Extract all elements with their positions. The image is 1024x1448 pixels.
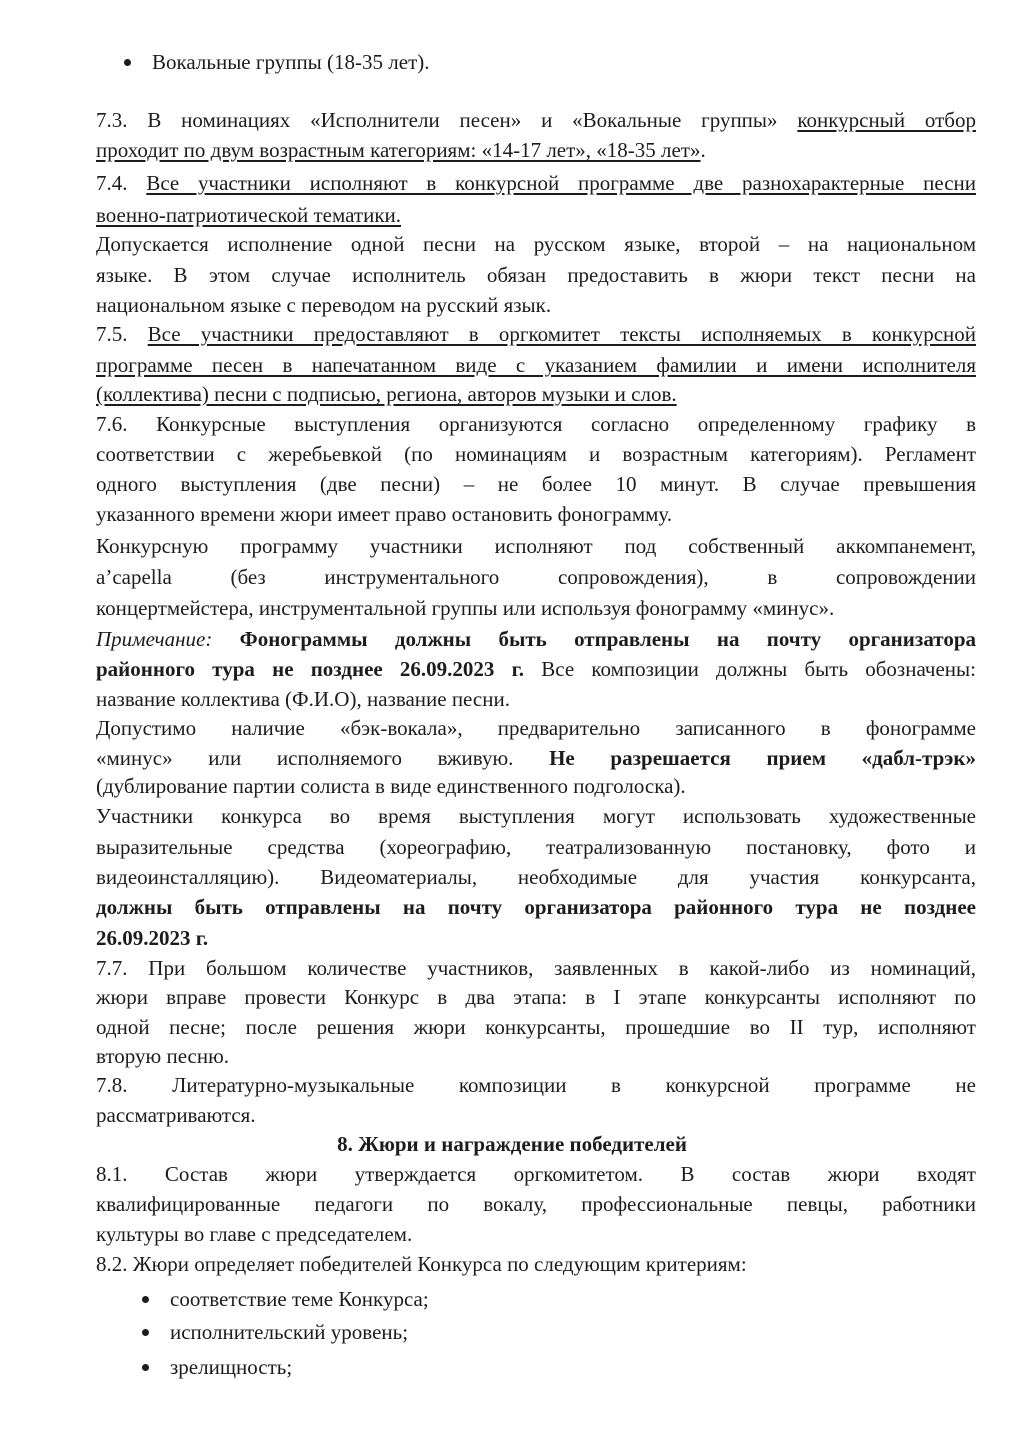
paragraph-7-6-line-1 bbox=[96, 410, 976, 438]
underlined-text: военно-патриотической тематики. bbox=[96, 203, 402, 227]
paragraph-7-6-line-6 bbox=[96, 563, 976, 591]
paragraph-7-7-line-2 bbox=[96, 983, 976, 1011]
underlined-text: проходит по двум возрастным категориям: «14-17 лет», «18-35 лет» bbox=[96, 138, 701, 162]
text-span: «минус» или исполняемого вживую. bbox=[96, 746, 550, 770]
text-span: Допускается исполнение одной песни на русском языке, второй – на национальном bbox=[96, 232, 976, 256]
text-span: . bbox=[700, 138, 706, 162]
list-item bbox=[170, 1285, 770, 1313]
paragraph-7-6-line-2 bbox=[96, 440, 976, 468]
text-span: название коллектива (Ф.И.О), название песни. bbox=[96, 687, 510, 711]
art-line-5 bbox=[96, 924, 976, 952]
text-span: (дублирование партии солиста в виде единственного подголоска). bbox=[96, 774, 686, 798]
list-item bbox=[170, 1318, 770, 1346]
paragraph-7-3-line-2 bbox=[96, 136, 976, 164]
section-heading: 8. Жюри и награждение победителей bbox=[337, 1132, 687, 1156]
text-span: выразительные средства (хореографию, театрализованную постановку, фото и bbox=[96, 835, 976, 859]
paragraph-8-1-line-2 bbox=[96, 1190, 976, 1218]
text-span: культуры во главе с председателем. bbox=[96, 1222, 413, 1246]
paragraph-8-1-line-1 bbox=[96, 1160, 976, 1188]
text-span: одного выступления (две песни) – не более 10 минут. В случае превышения bbox=[96, 472, 976, 496]
bullet-icon bbox=[142, 1296, 149, 1303]
paragraph-7-6-line-7 bbox=[96, 594, 976, 622]
paragraph-7-5-line-3 bbox=[96, 380, 976, 408]
art-line-4 bbox=[96, 893, 976, 921]
underlined-text: конкурсный отбор bbox=[797, 108, 976, 132]
note-line-1 bbox=[96, 625, 976, 653]
list-item-text: зрелищность; bbox=[170, 1355, 293, 1379]
text-span: языке. В этом случае исполнитель обязан предоставить в жюри текст песни на bbox=[96, 263, 976, 287]
underlined-text: Все участники предоставляют в оргкомитет тексты исполняемых в конкурсной bbox=[147, 322, 977, 346]
bullet-icon bbox=[142, 1364, 149, 1371]
text-span: 8.2. Жюри определяет победителей Конкурса по следующим критериям: bbox=[96, 1252, 747, 1276]
note-line-3 bbox=[96, 685, 976, 713]
text-span: вторую песню. bbox=[96, 1044, 230, 1068]
back-vocal-line-2 bbox=[96, 744, 976, 772]
paragraph-7-5-line-2 bbox=[96, 351, 976, 379]
paragraph-7-5-line-1 bbox=[96, 320, 976, 348]
text-span: a’capella (без инструментального сопровождения), в сопровождении bbox=[96, 565, 976, 589]
text-span: видеоинсталляцию). Видеоматериалы, необходимые для участия конкурсанта, bbox=[96, 865, 976, 889]
back-vocal-line-1 bbox=[96, 714, 976, 742]
paragraph-7-8-line-1 bbox=[96, 1071, 976, 1099]
art-line-3 bbox=[96, 863, 976, 891]
bold-text: районного тура не позднее 26.09.2023 г. bbox=[96, 657, 525, 681]
text-span: концертмейстера, инструментальной группы или используя фонограмму «минус». bbox=[96, 596, 835, 620]
note-label: Примечание: bbox=[96, 627, 213, 651]
list-item bbox=[152, 48, 752, 76]
text-span: квалифицированные педагоги по вокалу, профессиональные певцы, работники bbox=[96, 1192, 976, 1216]
text-span: Конкурсную программу участники исполняют под собственный аккомпанемент, bbox=[96, 534, 976, 558]
paragraph-8-1-line-3 bbox=[96, 1220, 976, 1248]
text-span: жюри вправе провести Конкурс в два этапа: в I этапе конкурсанты исполняют по bbox=[96, 985, 976, 1009]
paragraph-7-8-line-2 bbox=[96, 1101, 976, 1129]
paragraph-7-4-line-3 bbox=[96, 230, 976, 258]
paragraph-7-4-line-1 bbox=[96, 169, 976, 197]
paragraph-7-6-line-5 bbox=[96, 532, 976, 560]
list-item-text: соответствие теме Конкурса; bbox=[170, 1287, 429, 1311]
text-span: национальном языке с переводом на русский язык. bbox=[96, 293, 552, 317]
note-line-2 bbox=[96, 655, 976, 683]
text-span: 7.5. bbox=[96, 322, 148, 346]
art-line-2 bbox=[96, 833, 976, 861]
paragraph-7-6-line-3 bbox=[96, 470, 976, 498]
paragraph-7-4-line-5 bbox=[96, 291, 976, 319]
underlined-text: (коллектива) песни с подписью, региона, авторов музыки и слов. bbox=[96, 382, 677, 406]
paragraph-7-3-line-1 bbox=[96, 106, 976, 134]
text-span: 7.8. Литературно-музыкальные композиции в конкурсной программе не bbox=[96, 1073, 976, 1097]
paragraph-8-2 bbox=[96, 1250, 976, 1278]
bold-text: Не разрешается прием «дабл-трэк» bbox=[549, 746, 976, 770]
bold-text: должны быть отправлены на почту организатора районного тура не позднее bbox=[96, 895, 976, 919]
paragraph-7-4-line-4 bbox=[96, 261, 976, 289]
back-vocal-line-3 bbox=[96, 772, 976, 800]
text-span: Допустимо наличие «бэк-вокала», предварительно записанного в фонограмме bbox=[96, 716, 976, 740]
bold-text: 26.09.2023 г. bbox=[96, 926, 209, 950]
paragraph-7-7-line-3 bbox=[96, 1013, 976, 1041]
text-span: Все композиции должны быть обозначены: bbox=[524, 657, 976, 681]
bullet-icon bbox=[142, 1329, 149, 1336]
underlined-text: Все участники исполняют в конкурсной программе две разнохарактерные песни bbox=[146, 171, 977, 195]
text-span: 7.3. В номинациях «Исполнители песен» и «Вокальные группы» bbox=[96, 108, 798, 132]
paragraph-7-4-line-2 bbox=[96, 201, 976, 229]
bold-text: Фонограммы должны быть отправлены на почту организатора bbox=[239, 627, 976, 651]
bullet-icon bbox=[124, 59, 131, 66]
text-span: соответствии с жеребьевкой (по номинациям и возрастным категориям). Регламент bbox=[96, 442, 976, 466]
text-span: Участники конкурса во время выступления могут использовать художественные bbox=[96, 804, 976, 828]
text-span: 7.7. При большом количестве участников, заявленных в какой-либо из номинаций, bbox=[96, 956, 976, 980]
underlined-text: программе песен в напечатанном виде с указанием фамилии и имени исполнителя bbox=[96, 353, 976, 377]
text-span: одной песне; после решения жюри конкурсанты, прошедшие во II тур, исполняют bbox=[96, 1015, 976, 1039]
list-item-text: Вокальные группы (18-35 лет). bbox=[152, 50, 430, 74]
text-span: указанного времени жюри имеет право остановить фонограмму. bbox=[96, 502, 673, 526]
text-span: 7.6. Конкурсные выступления организуются согласно определенному графику в bbox=[96, 412, 976, 436]
list-item bbox=[170, 1353, 770, 1381]
list-item-text: исполнительский уровень; bbox=[170, 1320, 409, 1344]
art-line-1 bbox=[96, 802, 976, 830]
text-span: 7.4. bbox=[96, 171, 147, 195]
paragraph-7-6-line-4 bbox=[96, 500, 976, 528]
paragraph-7-7-line-4 bbox=[96, 1042, 976, 1070]
text-span: 8.1. Состав жюри утверждается оргкомитетом. В состав жюри входят bbox=[96, 1162, 976, 1186]
text-span: рассматриваются. bbox=[96, 1103, 256, 1127]
paragraph-7-7-line-1 bbox=[96, 954, 976, 982]
